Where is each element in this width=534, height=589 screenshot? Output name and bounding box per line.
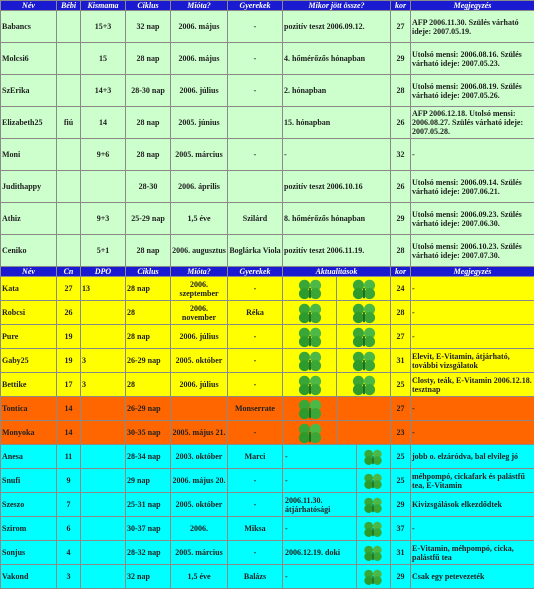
cell-megj: Closty, teák, E-Vitamin 2006.12.18. tesztnap — [411, 373, 534, 397]
cell-ciklus: 28 nap — [126, 43, 171, 75]
column-header: Megjegyzés — [411, 1, 534, 11]
cell-gyerekek: Szilárd — [228, 203, 283, 235]
cell-bebi — [57, 139, 81, 171]
cell-dpo — [81, 397, 126, 421]
cell-kor: 27 — [391, 325, 411, 349]
cell-mikor: pozitív teszt 2006.11.19. — [283, 235, 391, 267]
cell-megj: - — [411, 325, 534, 349]
cell-kor: 27 — [391, 11, 411, 43]
cell-kor: 24 — [391, 277, 411, 301]
cell-aktualitasok — [283, 445, 391, 469]
cell-gyerekek: - — [228, 43, 283, 75]
cell-miota: 2006. november — [171, 301, 228, 325]
cell-cn: 7 — [57, 493, 81, 517]
cell-miota: 2005. május 21. — [171, 421, 228, 445]
cell-megj: - — [411, 397, 534, 421]
cell-gyerekek: - — [228, 469, 283, 493]
cell-aktualitasok — [283, 493, 391, 517]
table-row — [1, 277, 534, 301]
column-header: Aktualitások — [283, 267, 391, 277]
cell-dpo: 13 — [81, 277, 126, 301]
table-row — [1, 75, 534, 107]
cell-name: SzErika — [1, 75, 57, 107]
cell-name: Monyoka — [1, 421, 57, 445]
cell-miota: 2006. szeptember — [171, 277, 228, 301]
column-header: DPO — [81, 267, 126, 277]
table-row — [1, 421, 534, 445]
column-header: Cn — [57, 267, 81, 277]
cell-kismama: 14 — [81, 107, 126, 139]
cell-miota: 1,5 éve — [171, 565, 228, 589]
column-header: Név — [1, 1, 57, 11]
aktualitas-text: - — [283, 469, 357, 492]
cell-ciklus: 28-30 — [126, 171, 171, 203]
cell-aktualitasok — [283, 325, 391, 349]
cell-dpo — [81, 493, 126, 517]
cell-name: Molcsi6 — [1, 43, 57, 75]
column-header: Mióta? — [171, 267, 228, 277]
table-row — [1, 493, 534, 517]
column-header: Megjegyzés — [411, 267, 534, 277]
cell-miota: 2005. október — [171, 349, 228, 373]
cell-gyerekek: Boglárka Viola — [228, 235, 283, 267]
four-leaf-clover-icon — [345, 325, 383, 349]
cell-mikor: - — [283, 139, 391, 171]
cell-megj: - — [411, 139, 534, 171]
column-header: kor — [391, 1, 411, 11]
cell-megj: - — [411, 421, 534, 445]
cell-kor: 31 — [391, 541, 411, 565]
cell-gyerekek: - — [228, 493, 283, 517]
table-row — [1, 397, 534, 421]
cell-gyerekek: - — [228, 139, 283, 171]
cell-miota: 2006. augusztus — [171, 235, 228, 267]
cell-gyerekek — [228, 171, 283, 203]
cell-cn: 9 — [57, 469, 81, 493]
cell-cn: 14 — [57, 421, 81, 445]
cell-megj: méhpompó, cickafark és palástfű tea, E-Vitamin — [411, 469, 534, 493]
cell-cn: 11 — [57, 445, 81, 469]
cell-miota: 2005. október — [171, 493, 228, 517]
column-header: Kismama — [81, 1, 126, 11]
four-leaf-clover-icon — [291, 373, 329, 397]
cell-kor: 23 — [391, 421, 411, 445]
cell-kismama: 15+3 — [81, 11, 126, 43]
cell-name: Robcsi — [1, 301, 57, 325]
cell-kismama: 14+3 — [81, 75, 126, 107]
table-row — [1, 171, 534, 203]
cell-ciklus: 28 nap — [126, 277, 171, 301]
cell-dpo — [81, 445, 126, 469]
table-row — [1, 203, 534, 235]
cell-gyerekek: - — [228, 373, 283, 397]
table-row — [1, 11, 534, 43]
cell-aktualitasok — [283, 469, 391, 493]
cell-megj: Utolsó mensi: 2006.09.23. Szülés várható ideje: 2007.06.30. — [411, 203, 534, 235]
cell-dpo — [81, 301, 126, 325]
cell-bebi — [57, 235, 81, 267]
cell-miota: 2006. július — [171, 75, 228, 107]
cell-aktualitasok — [283, 349, 391, 373]
four-leaf-clover-icon — [345, 349, 383, 373]
cell-kor: 29 — [391, 43, 411, 75]
table-row — [1, 565, 534, 589]
cell-kor: 27 — [391, 397, 411, 421]
cell-megj: Csak egy petevezeték — [411, 565, 534, 589]
cell-gyerekek: - — [228, 11, 283, 43]
cell-ciklus: 30-37 nap — [126, 517, 171, 541]
cell-gyerekek: - — [228, 277, 283, 301]
cell-megj: - — [411, 301, 534, 325]
table-row — [1, 373, 534, 397]
cell-megj: Utolsó mensi: 2006.09.14. Szülés várható ideje: 2007.06.21. — [411, 171, 534, 203]
cell-ciklus: 28-34 nap — [126, 445, 171, 469]
cell-megj: Elevit, E-Vitamin, átjárható, további vizsgálatok — [411, 349, 534, 373]
cell-ciklus: 32 nap — [126, 565, 171, 589]
cell-kismama: 9+6 — [81, 139, 126, 171]
cell-name: Babancs — [1, 11, 57, 43]
cell-miota: 2006. május 20. — [171, 469, 228, 493]
cell-bebi — [57, 171, 81, 203]
cell-ciklus: 25-29 nap — [126, 203, 171, 235]
four-leaf-clover-icon — [360, 494, 386, 516]
cell-kor: 25 — [391, 445, 411, 469]
cell-ciklus: 28 — [126, 301, 171, 325]
cell-ciklus: 26-29 nap — [126, 349, 171, 373]
cell-kor: 26 — [391, 171, 411, 203]
cell-ciklus: 28 nap — [126, 107, 171, 139]
table-row — [1, 349, 534, 373]
cell-miota: 1,5 éve — [171, 203, 228, 235]
table-row — [1, 107, 534, 139]
cell-ciklus: 28 nap — [126, 325, 171, 349]
four-leaf-clover-icon — [291, 301, 329, 325]
cell-gyerekek: Balázs — [228, 565, 283, 589]
cell-aktualitasok — [283, 517, 391, 541]
cell-dpo — [81, 421, 126, 445]
cell-dpo: 3 — [81, 349, 126, 373]
cell-ciklus: 32 nap — [126, 11, 171, 43]
column-header: Gyerekek — [228, 1, 283, 11]
table-row — [1, 235, 534, 267]
cell-aktualitasok — [283, 277, 391, 301]
four-leaf-clover-icon — [360, 542, 386, 564]
aktualitas-text: 2006.11.30. átjárhatósági — [283, 493, 357, 516]
cell-kor: 26 — [391, 107, 411, 139]
cell-ciklus: 28-32 nap — [126, 541, 171, 565]
cell-gyerekek: Marci — [228, 445, 283, 469]
cell-name: Sonjus — [1, 541, 57, 565]
cell-megj: Utolsó mensi: 2006.10.23. Szülés várható ideje: 2007.07.30. — [411, 235, 534, 267]
four-leaf-clover-icon — [291, 349, 329, 373]
cell-ciklus: 26-29 nap — [126, 397, 171, 421]
cell-ciklus: 28 nap — [126, 235, 171, 267]
cell-bebi — [57, 43, 81, 75]
cell-megj: E-Vitamin, méhpompó, cicka, palástfű tea — [411, 541, 534, 565]
cell-megj: AFP 2006.12.18. Utolsó mensi: 2006.08.27. Szülés várható ideje: 2007.05.28. — [411, 107, 534, 139]
cell-bebi — [57, 11, 81, 43]
cell-kor: 25 — [391, 469, 411, 493]
cell-aktualitasok — [283, 301, 391, 325]
cell-mikor: pozitív teszt 2006.09.12. — [283, 11, 391, 43]
cell-bebi — [57, 203, 81, 235]
table-row — [1, 43, 534, 75]
cell-dpo — [81, 325, 126, 349]
cell-gyerekek: Miksa — [228, 517, 283, 541]
cell-dpo — [81, 541, 126, 565]
cell-aktualitasok — [283, 541, 391, 565]
column-header: Mikor jött össze? — [283, 1, 391, 11]
cell-ciklus: 29 nap — [126, 469, 171, 493]
table-row — [1, 301, 534, 325]
cell-name: Szirom — [1, 517, 57, 541]
cell-aktualitasok — [283, 397, 391, 421]
cell-name: Judithappy — [1, 171, 57, 203]
cell-dpo — [81, 517, 126, 541]
header-row-pregnant — [1, 1, 534, 11]
cell-kor: 28 — [391, 301, 411, 325]
cell-miota: 2005. június — [171, 107, 228, 139]
cell-name: Athiz — [1, 203, 57, 235]
cell-kor: 28 — [391, 235, 411, 267]
column-header: kor — [391, 267, 411, 277]
cell-name: Szeszo — [1, 493, 57, 517]
cell-bebi: fiú — [57, 107, 81, 139]
four-leaf-clover-icon — [291, 421, 329, 445]
cell-kismama — [81, 171, 126, 203]
aktualitas-text: - — [283, 565, 357, 588]
cell-dpo — [81, 469, 126, 493]
cell-ciklus: 28 nap — [126, 139, 171, 171]
cell-cn: 26 — [57, 301, 81, 325]
column-header: Név — [1, 267, 57, 277]
cell-miota: 2005. március — [171, 541, 228, 565]
cell-name: Gaby25 — [1, 349, 57, 373]
cell-megj: jobb o. elzáródva, bal elvileg jó — [411, 445, 534, 469]
cell-kor: 29 — [391, 565, 411, 589]
four-leaf-clover-icon — [345, 373, 383, 397]
column-header: Gyerekek — [228, 267, 283, 277]
cell-miota: 2003. október — [171, 445, 228, 469]
cell-mikor: 15. hónapban — [283, 107, 391, 139]
cell-kismama: 9+3 — [81, 203, 126, 235]
cell-gyerekek — [228, 107, 283, 139]
cell-gyerekek: - — [228, 325, 283, 349]
cell-kor: 37 — [391, 517, 411, 541]
table-row — [1, 325, 534, 349]
cell-megj: AFP 2006.11.30. Szülés várható ideje: 2007.05.19. — [411, 11, 534, 43]
cell-megj: Kivizsgálások elkezdődtek — [411, 493, 534, 517]
four-leaf-clover-icon — [360, 518, 386, 540]
table-row — [1, 541, 534, 565]
cell-kor: 29 — [391, 493, 411, 517]
cell-aktualitasok — [283, 421, 391, 445]
cell-ciklus: 28 — [126, 373, 171, 397]
cell-ciklus: 28-30 nap — [126, 75, 171, 107]
four-leaf-clover-icon — [360, 446, 386, 468]
cell-name: Vakond — [1, 565, 57, 589]
table-row — [1, 445, 534, 469]
cell-megj: Utolsó mensi: 2006.08.19. Szülés várható ideje: 2007.05.26. — [411, 75, 534, 107]
cell-miota: 2006. július — [171, 325, 228, 349]
cell-gyerekek: - — [228, 349, 283, 373]
cell-aktualitasok — [283, 565, 391, 589]
cell-cn: 19 — [57, 325, 81, 349]
cell-miota: 2006. április — [171, 171, 228, 203]
cell-name: Ceniko — [1, 235, 57, 267]
cell-kor: 32 — [391, 139, 411, 171]
four-leaf-clover-icon — [291, 325, 329, 349]
cell-name: Moni — [1, 139, 57, 171]
cell-ciklus: 25-31 nap — [126, 493, 171, 517]
four-leaf-clover-icon — [291, 277, 329, 301]
column-header: Ciklus — [126, 1, 171, 11]
table-row — [1, 469, 534, 493]
cell-name: Elizabeth25 — [1, 107, 57, 139]
aktualitas-text: - — [283, 445, 357, 468]
cell-kismama: 5+1 — [81, 235, 126, 267]
cell-name: Snufi — [1, 469, 57, 493]
cell-gyerekek: - — [228, 75, 283, 107]
cell-mikor: 8. hőmérőzős hónapban — [283, 203, 391, 235]
cell-mikor: 2. hónapban — [283, 75, 391, 107]
cell-miota: 2006. május — [171, 43, 228, 75]
cell-kismama: 15 — [81, 43, 126, 75]
four-leaf-clover-icon — [360, 470, 386, 492]
cell-bebi — [57, 75, 81, 107]
table-row — [1, 139, 534, 171]
cell-cn: 3 — [57, 565, 81, 589]
column-header: Bébi — [57, 1, 81, 11]
four-leaf-clover-icon — [360, 566, 386, 588]
aktualitas-text: - — [283, 517, 357, 540]
cell-kor: 29 — [391, 203, 411, 235]
cell-gyerekek: - — [228, 421, 283, 445]
cell-aktualitasok — [283, 373, 391, 397]
four-leaf-clover-icon — [345, 277, 383, 301]
cell-megj: - — [411, 517, 534, 541]
cell-gyerekek: - — [228, 541, 283, 565]
cell-megj: - — [411, 277, 534, 301]
cell-kor: 25 — [391, 373, 411, 397]
cell-mikor: 4. hőmérőzős hónapban — [283, 43, 391, 75]
column-header: Mióta? — [171, 1, 228, 11]
cell-mikor: pozitív teszt 2006.10.16 — [283, 171, 391, 203]
cell-name: Pure — [1, 325, 57, 349]
cell-kor: 31 — [391, 349, 411, 373]
cell-miota: 2006. július — [171, 373, 228, 397]
cell-miota: 2006. május — [171, 11, 228, 43]
table-row — [1, 517, 534, 541]
cell-dpo — [81, 565, 126, 589]
cell-miota: 2005. március — [171, 139, 228, 171]
cell-cn: 17 — [57, 373, 81, 397]
cell-miota: 2006. — [171, 517, 228, 541]
header-row-trying — [1, 267, 534, 277]
cell-dpo: 3 — [81, 373, 126, 397]
column-header: Ciklus — [126, 267, 171, 277]
cell-gyerekek: Monserrate — [228, 397, 283, 421]
four-leaf-clover-icon — [345, 301, 383, 325]
cell-name: Tontica — [1, 397, 57, 421]
cell-ciklus: 30-35 nap — [126, 421, 171, 445]
cell-cn: 19 — [57, 349, 81, 373]
aktualitas-text: 2006.12.19. doki — [283, 541, 357, 564]
four-leaf-clover-icon — [291, 397, 329, 421]
cell-name: Bettike — [1, 373, 57, 397]
cell-name: Anesa — [1, 445, 57, 469]
cell-kor: 28 — [391, 75, 411, 107]
cell-megj: Utolsó mensi: 2006.08.16. Szülés várható ideje: 2007.05.23. — [411, 43, 534, 75]
cell-cn: 27 — [57, 277, 81, 301]
cell-miota — [171, 397, 228, 421]
cell-name: Kata — [1, 277, 57, 301]
cell-gyerekek: Réka — [228, 301, 283, 325]
cell-cn: 4 — [57, 541, 81, 565]
cell-cn: 6 — [57, 517, 81, 541]
cell-cn: 14 — [57, 397, 81, 421]
